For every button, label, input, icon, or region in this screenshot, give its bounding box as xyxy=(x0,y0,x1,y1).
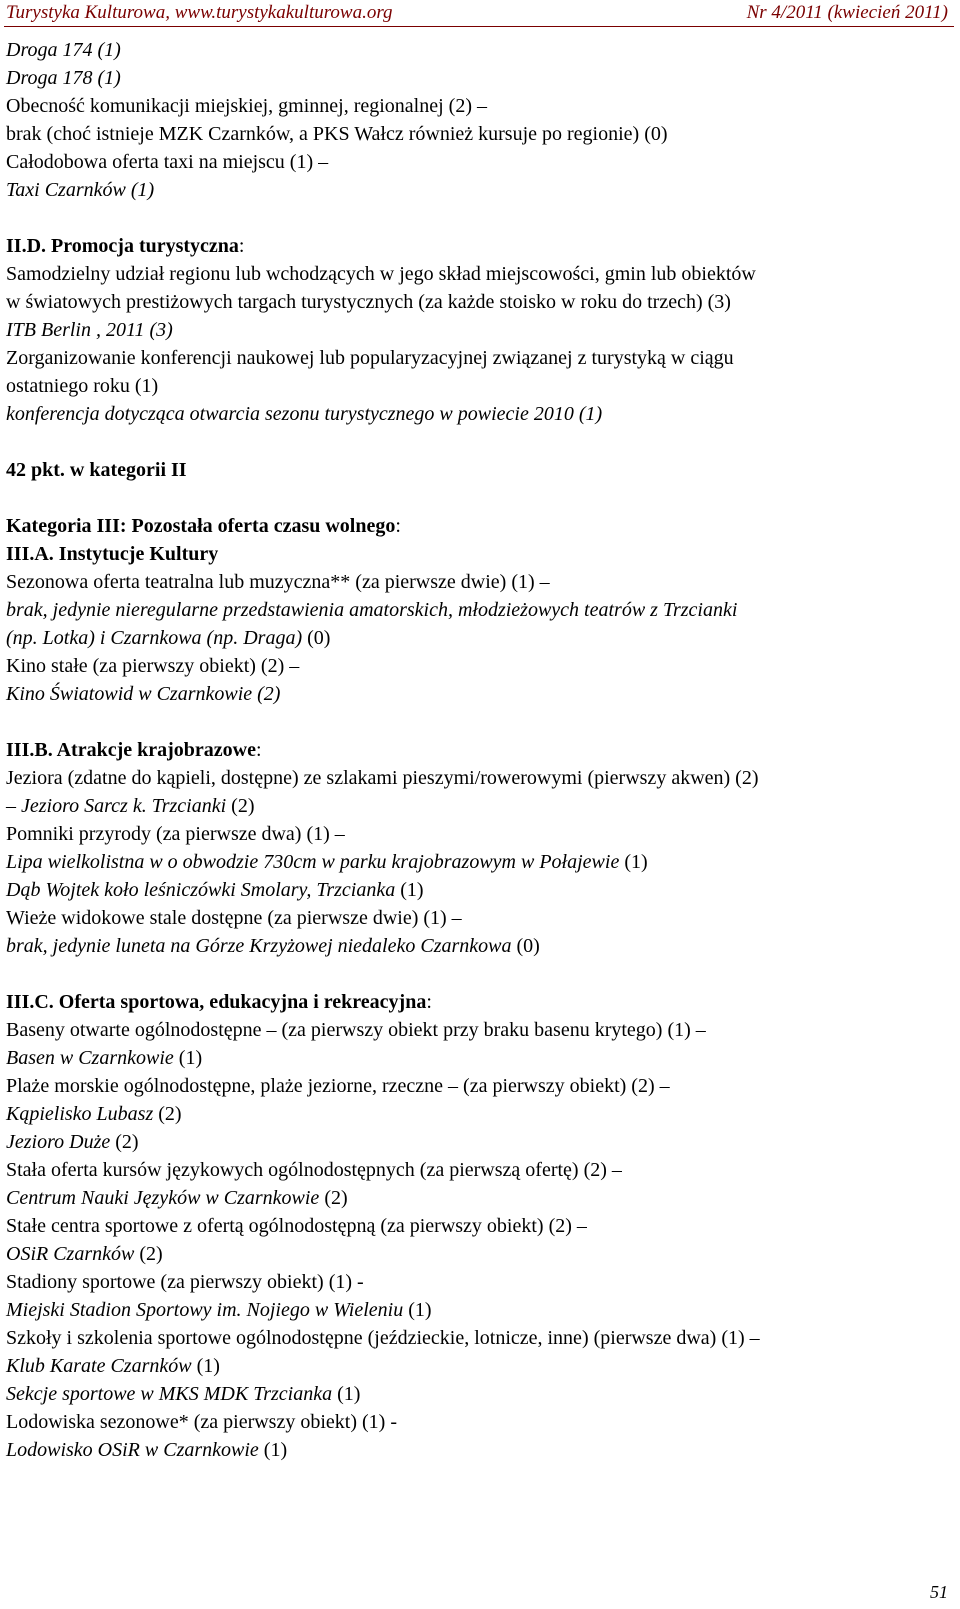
text-line xyxy=(6,1352,950,1380)
text-line xyxy=(6,36,950,64)
header-journal-title: Turystyka Kulturowa, www.turystykakulturowa.org xyxy=(6,2,393,23)
text-line xyxy=(6,1072,950,1100)
text-line xyxy=(6,288,950,316)
text-line xyxy=(6,1212,950,1240)
line-text: Lipa wielkolistna w o obwodzie 730cm w parku krajobrazowym w Połajewie xyxy=(6,851,620,873)
line-text: Kino stałe (za pierwszy obiekt) (2) – xyxy=(6,655,300,677)
line-text: Centrum Nauki Języków w Czarnkowie xyxy=(6,1187,320,1209)
section-heading xyxy=(6,736,950,764)
line-text: Całodobowa oferta taxi na miejscu (1) – xyxy=(6,151,329,173)
line-text: Sekcje sportowe w MKS MDK Trzcianka xyxy=(6,1383,333,1405)
text-line xyxy=(6,624,950,652)
line-tail: (2) xyxy=(319,1187,348,1209)
line-tail: : xyxy=(238,235,245,257)
line-tail: : xyxy=(255,739,262,761)
text-line xyxy=(6,1016,950,1044)
paragraph-gap xyxy=(6,708,950,736)
section-heading xyxy=(6,512,950,540)
line-text: Lodowiska sezonowe* (za pierwszy obiekt) (1) - xyxy=(6,1411,397,1433)
line-text: Pomniki przyrody (za pierwsze dwa) (1) – xyxy=(6,823,345,845)
text-line xyxy=(6,92,950,120)
line-text: Lodowisko OSiR w Czarnkowie xyxy=(6,1439,259,1461)
text-line xyxy=(6,1380,950,1408)
line-text: Stadiony sportowe (za pierwszy obiekt) (1) - xyxy=(6,1271,364,1293)
text-line xyxy=(6,932,950,960)
text-line xyxy=(6,680,950,708)
line-text: OSiR Czarnków xyxy=(6,1243,135,1265)
header-rule xyxy=(4,26,954,27)
line-tail: (2) xyxy=(153,1103,182,1125)
line-text: Kategoria III: Pozostała oferta czasu wolnego xyxy=(6,515,396,537)
line-text: III.A. Instytucje Kultury xyxy=(6,543,219,565)
line-text: brak, jedynie luneta na Górze Krzyżowej niedaleko Czarnkowa xyxy=(6,935,512,957)
text-line xyxy=(6,372,950,400)
line-text: Samodzielny udział regionu lub wchodzących w jego skład miejscowości, gmin lub obiektów xyxy=(6,263,756,285)
paragraph-gap xyxy=(6,960,950,988)
section-heading xyxy=(6,988,950,1016)
line-tail: : xyxy=(395,515,401,537)
line-text: Taxi Czarnków (1) xyxy=(6,179,155,201)
text-line xyxy=(6,568,950,596)
line-tail: (0) xyxy=(511,935,540,957)
text-line xyxy=(6,316,950,344)
text-line xyxy=(6,64,950,92)
text-line xyxy=(6,876,950,904)
text-line xyxy=(6,1436,950,1464)
text-line xyxy=(6,1240,950,1268)
line-tail: (2) xyxy=(226,795,255,817)
line-text: brak, jedynie nieregularne przedstawienia amatorskich, młodzieżowych teatrów z Trzcianki xyxy=(6,599,738,621)
section-heading xyxy=(6,232,950,260)
line-text: Stałe centra sportowe z ofertą ogólnodostępną (za pierwszy obiekt) (2) – xyxy=(6,1215,587,1237)
text-line xyxy=(6,1156,950,1184)
text-line xyxy=(6,848,950,876)
line-text: Klub Karate Czarnków xyxy=(6,1355,192,1377)
line-tail: (2) xyxy=(110,1131,139,1153)
text-line xyxy=(6,596,950,624)
line-text: (np. Lotka) i Czarnkowa (np. Draga) xyxy=(6,627,303,649)
line-text: Jeziora (zdatne do kąpieli, dostępne) ze szlakami pieszymi/rowerowymi (pierwszy akwen) (2) xyxy=(6,767,759,789)
text-line xyxy=(6,176,950,204)
line-text: w światowych prestiżowych targach turystycznych (za każde stoisko w roku do trzech) (3) xyxy=(6,291,731,313)
line-text: brak (choć istnieje MZK Czarnków, a PKS Wałcz również kursuje po regionie) (0) xyxy=(6,123,668,145)
line-text: Obecność komunikacji miejskiej, gminnej, regionalnej (2) – xyxy=(6,95,487,117)
line-text: Sezonowa oferta teatralna lub muzyczna** (za pierwsze dwie) (1) – xyxy=(6,571,550,593)
text-line xyxy=(6,904,950,932)
text-line xyxy=(6,1044,950,1072)
line-text: Wieże widokowe stale dostępne (za pierwsze dwie) (1) – xyxy=(6,907,462,929)
line-tail: (1) xyxy=(191,1355,220,1377)
line-text: Stała oferta kursów językowych ogólnodostępnych (za pierwszą ofertę) (2) – xyxy=(6,1159,622,1181)
text-line xyxy=(6,148,950,176)
line-tail: (1) xyxy=(403,1299,432,1321)
line-text: – Jezioro Sarcz k. Trzcianki xyxy=(6,795,227,817)
text-line xyxy=(6,764,950,792)
text-line xyxy=(6,820,950,848)
line-text: II.D. Promocja turystyczna xyxy=(6,235,239,257)
page-header xyxy=(0,0,960,30)
section-heading xyxy=(6,456,950,484)
paragraph-gap xyxy=(6,484,950,512)
line-text: Droga 178 (1) xyxy=(6,67,121,89)
line-text: Kąpielisko Lubasz xyxy=(6,1103,154,1125)
line-text: 42 pkt. w kategorii II xyxy=(6,459,187,481)
text-line xyxy=(6,400,950,428)
text-line xyxy=(6,1128,950,1156)
line-tail: : xyxy=(426,991,432,1013)
line-text: Miejski Stadion Sportowy im. Nojiego w Wieleniu xyxy=(6,1299,404,1321)
line-text: III.B. Atrakcje krajobrazowe xyxy=(6,739,256,761)
line-text: Droga 174 (1) xyxy=(6,39,121,61)
line-text: Plaże morskie ogólnodostępne, plaże jeziorne, rzeczne – (za pierwszy obiekt) (2) – xyxy=(6,1075,670,1097)
document-body xyxy=(6,36,950,1464)
line-text: ostatniego roku (1) xyxy=(6,375,159,397)
line-text: Basen w Czarnkowie xyxy=(6,1047,174,1069)
line-text: Kino Światowid w Czarnkowie (2) xyxy=(6,683,281,705)
line-text: Dąb Wojtek koło leśniczówki Smolary, Trzcianka xyxy=(6,879,396,901)
line-text: ITB Berlin , 2011 (3) xyxy=(6,319,173,341)
paragraph-gap xyxy=(6,204,950,232)
line-text: III.C. Oferta sportowa, edukacyjna i rekreacyjna xyxy=(6,991,427,1013)
line-text: Szkoły i szkolenia sportowe ogólnodostępne (jeździeckie, lotnicze, inne) (pierwsze dwa) (1) – xyxy=(6,1327,760,1349)
text-line xyxy=(6,1100,950,1128)
page-number: 51 xyxy=(930,1582,948,1602)
line-text: Jezioro Duże xyxy=(6,1131,111,1153)
text-line xyxy=(6,1268,950,1296)
text-line xyxy=(6,260,950,288)
text-line xyxy=(6,1324,950,1352)
line-tail: (2) xyxy=(134,1243,163,1265)
line-text: Baseny otwarte ogólnodostępne – (za pierwszy obiekt przy braku basenu krytego) (1) – xyxy=(6,1019,706,1041)
line-text: Zorganizowanie konferencji naukowej lub popularyzacyjnej związanej z turystyką w ciągu xyxy=(6,347,734,369)
text-line xyxy=(6,120,950,148)
line-tail: (1) xyxy=(258,1439,288,1461)
line-tail: (1) xyxy=(619,851,648,873)
text-line xyxy=(6,1296,950,1324)
text-line xyxy=(6,792,950,820)
text-line xyxy=(6,1184,950,1212)
line-tail: (1) xyxy=(332,1383,361,1405)
line-text: konferencja dotycząca otwarcia sezonu turystycznego w powiecie 2010 (1) xyxy=(6,403,603,425)
text-line xyxy=(6,344,950,372)
section-heading xyxy=(6,540,950,568)
text-line xyxy=(6,1408,950,1436)
text-line xyxy=(6,652,950,680)
line-tail: (1) xyxy=(395,879,424,901)
header-issue: Nr 4/2011 (kwiecień 2011) xyxy=(746,2,948,23)
line-tail: (0) xyxy=(302,627,331,649)
line-tail: (1) xyxy=(173,1047,203,1069)
paragraph-gap xyxy=(6,428,950,456)
